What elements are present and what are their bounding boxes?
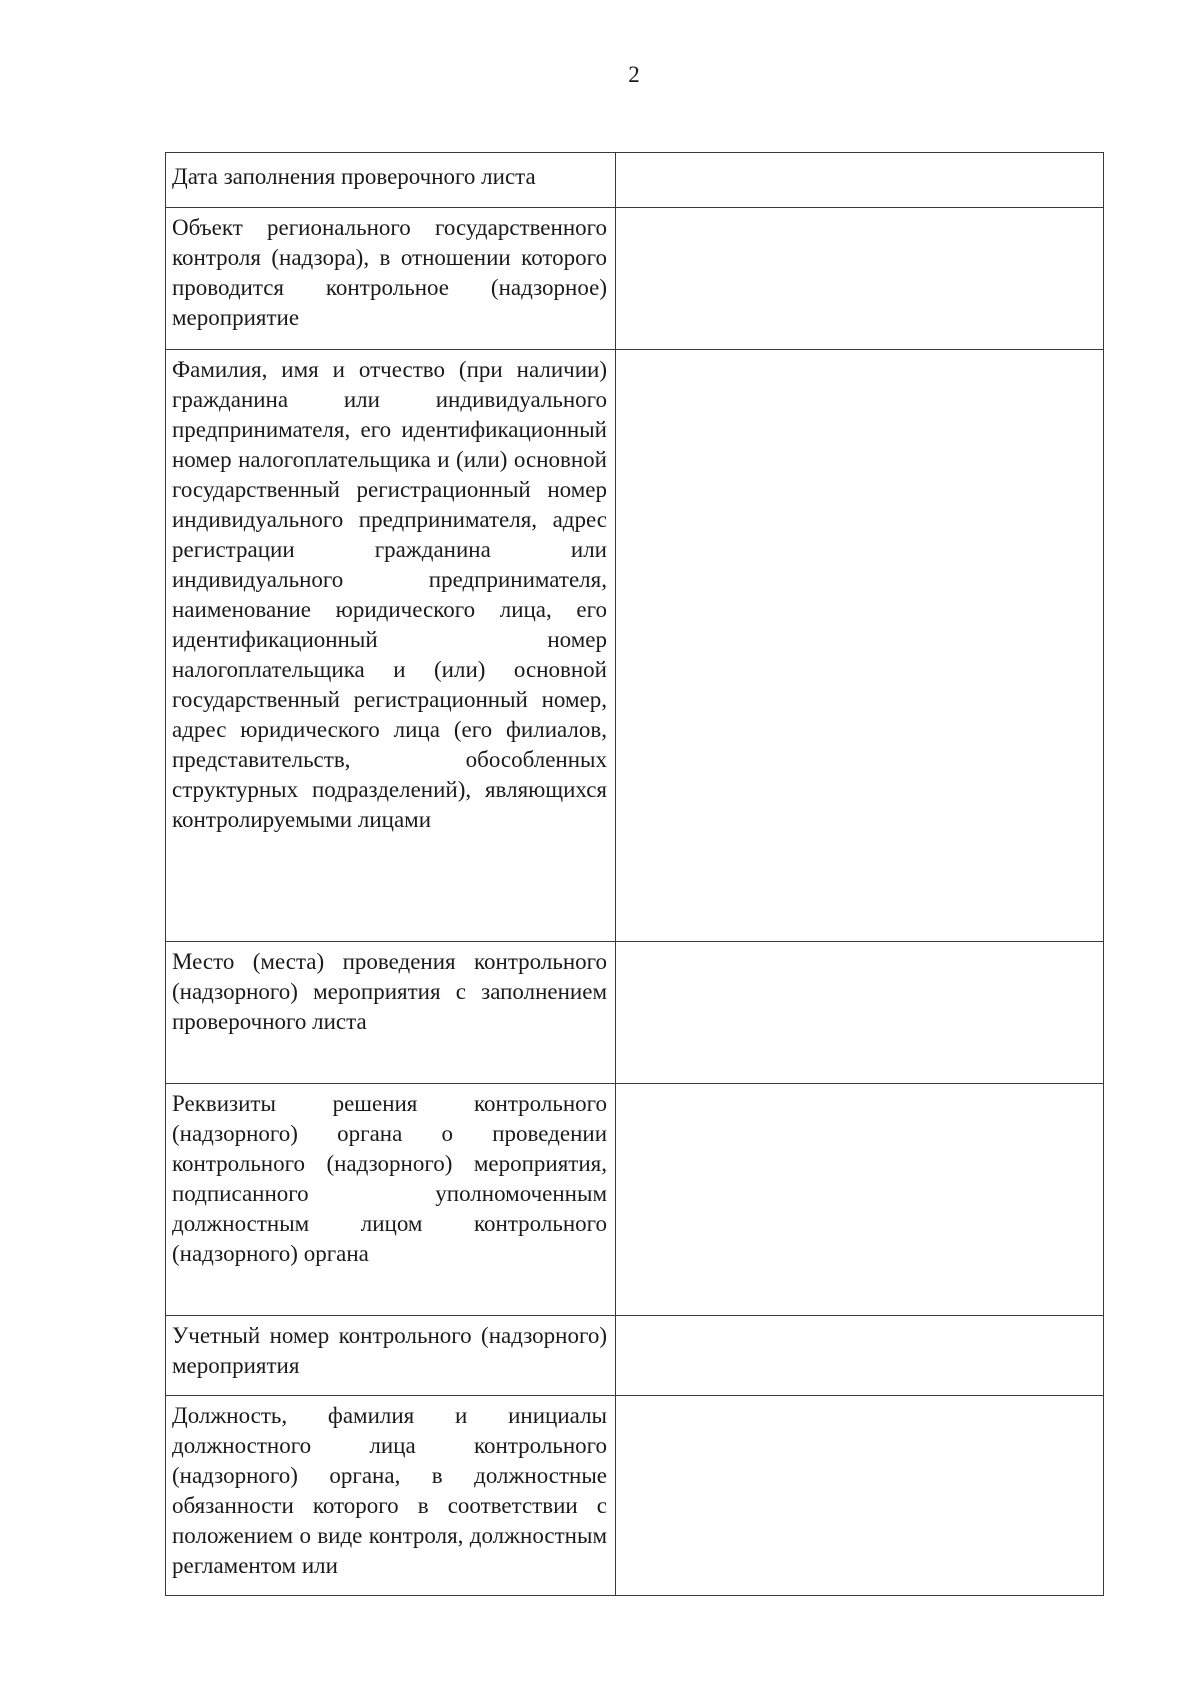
table-row <box>166 153 1104 208</box>
fill-date-value <box>616 153 1104 208</box>
checklist-info-table <box>165 152 1104 1596</box>
controlled-person-label: Фамилия, имя и отчество (при наличии) гражданина или индивидуального предпринимателя, его идентификационный номер налогоплательщика и (или) основной государственный регистрационный номер индивидуального предпринимателя, адрес регистрации гражданина или индивидуального предпринимателя, наименование юридического лица, его идентификационный номер налогоплательщика и (или) основной государственный регистрационный номер, адрес юридического лица (его филиалов, представительств, обособленных структурных подразделений), являющихся контролируемыми лицами <box>166 350 616 942</box>
control-object-label: Объект регионального государственного контроля (надзора), в отношении которого проводится контрольное (надзорное) мероприятие <box>166 208 616 350</box>
decision-details-value <box>616 1084 1104 1316</box>
official-position-label: Должность, фамилия и инициалы должностного лица контрольного (надзорного) органа, в должностные обязанности которого в соответствии с положением о виде контроля, должностным регламентом или <box>166 1396 616 1596</box>
control-object-value <box>616 208 1104 350</box>
page-number: 2 <box>628 62 640 87</box>
registration-number-label: Учетный номер контрольного (надзорного) мероприятия <box>166 1316 616 1396</box>
table-row <box>166 350 1104 942</box>
table-row <box>166 1316 1104 1396</box>
table-row <box>166 1396 1104 1596</box>
table-row <box>166 208 1104 350</box>
official-position-value <box>616 1396 1104 1596</box>
controlled-person-value <box>616 350 1104 942</box>
table-row <box>166 1084 1104 1316</box>
table-row <box>166 942 1104 1084</box>
registration-number-value <box>616 1316 1104 1396</box>
fill-date-label: Дата заполнения проверочного листа <box>166 153 616 208</box>
event-place-label: Место (места) проведения контрольного (надзорного) мероприятия с заполнением проверочного листа <box>166 942 616 1084</box>
decision-details-label: Реквизиты решения контрольного (надзорного) органа о проведении контрольного (надзорного) мероприятия, подписанного уполномоченным должностным лицом контрольного (надзорного) органа <box>166 1084 616 1316</box>
event-place-value <box>616 942 1104 1084</box>
